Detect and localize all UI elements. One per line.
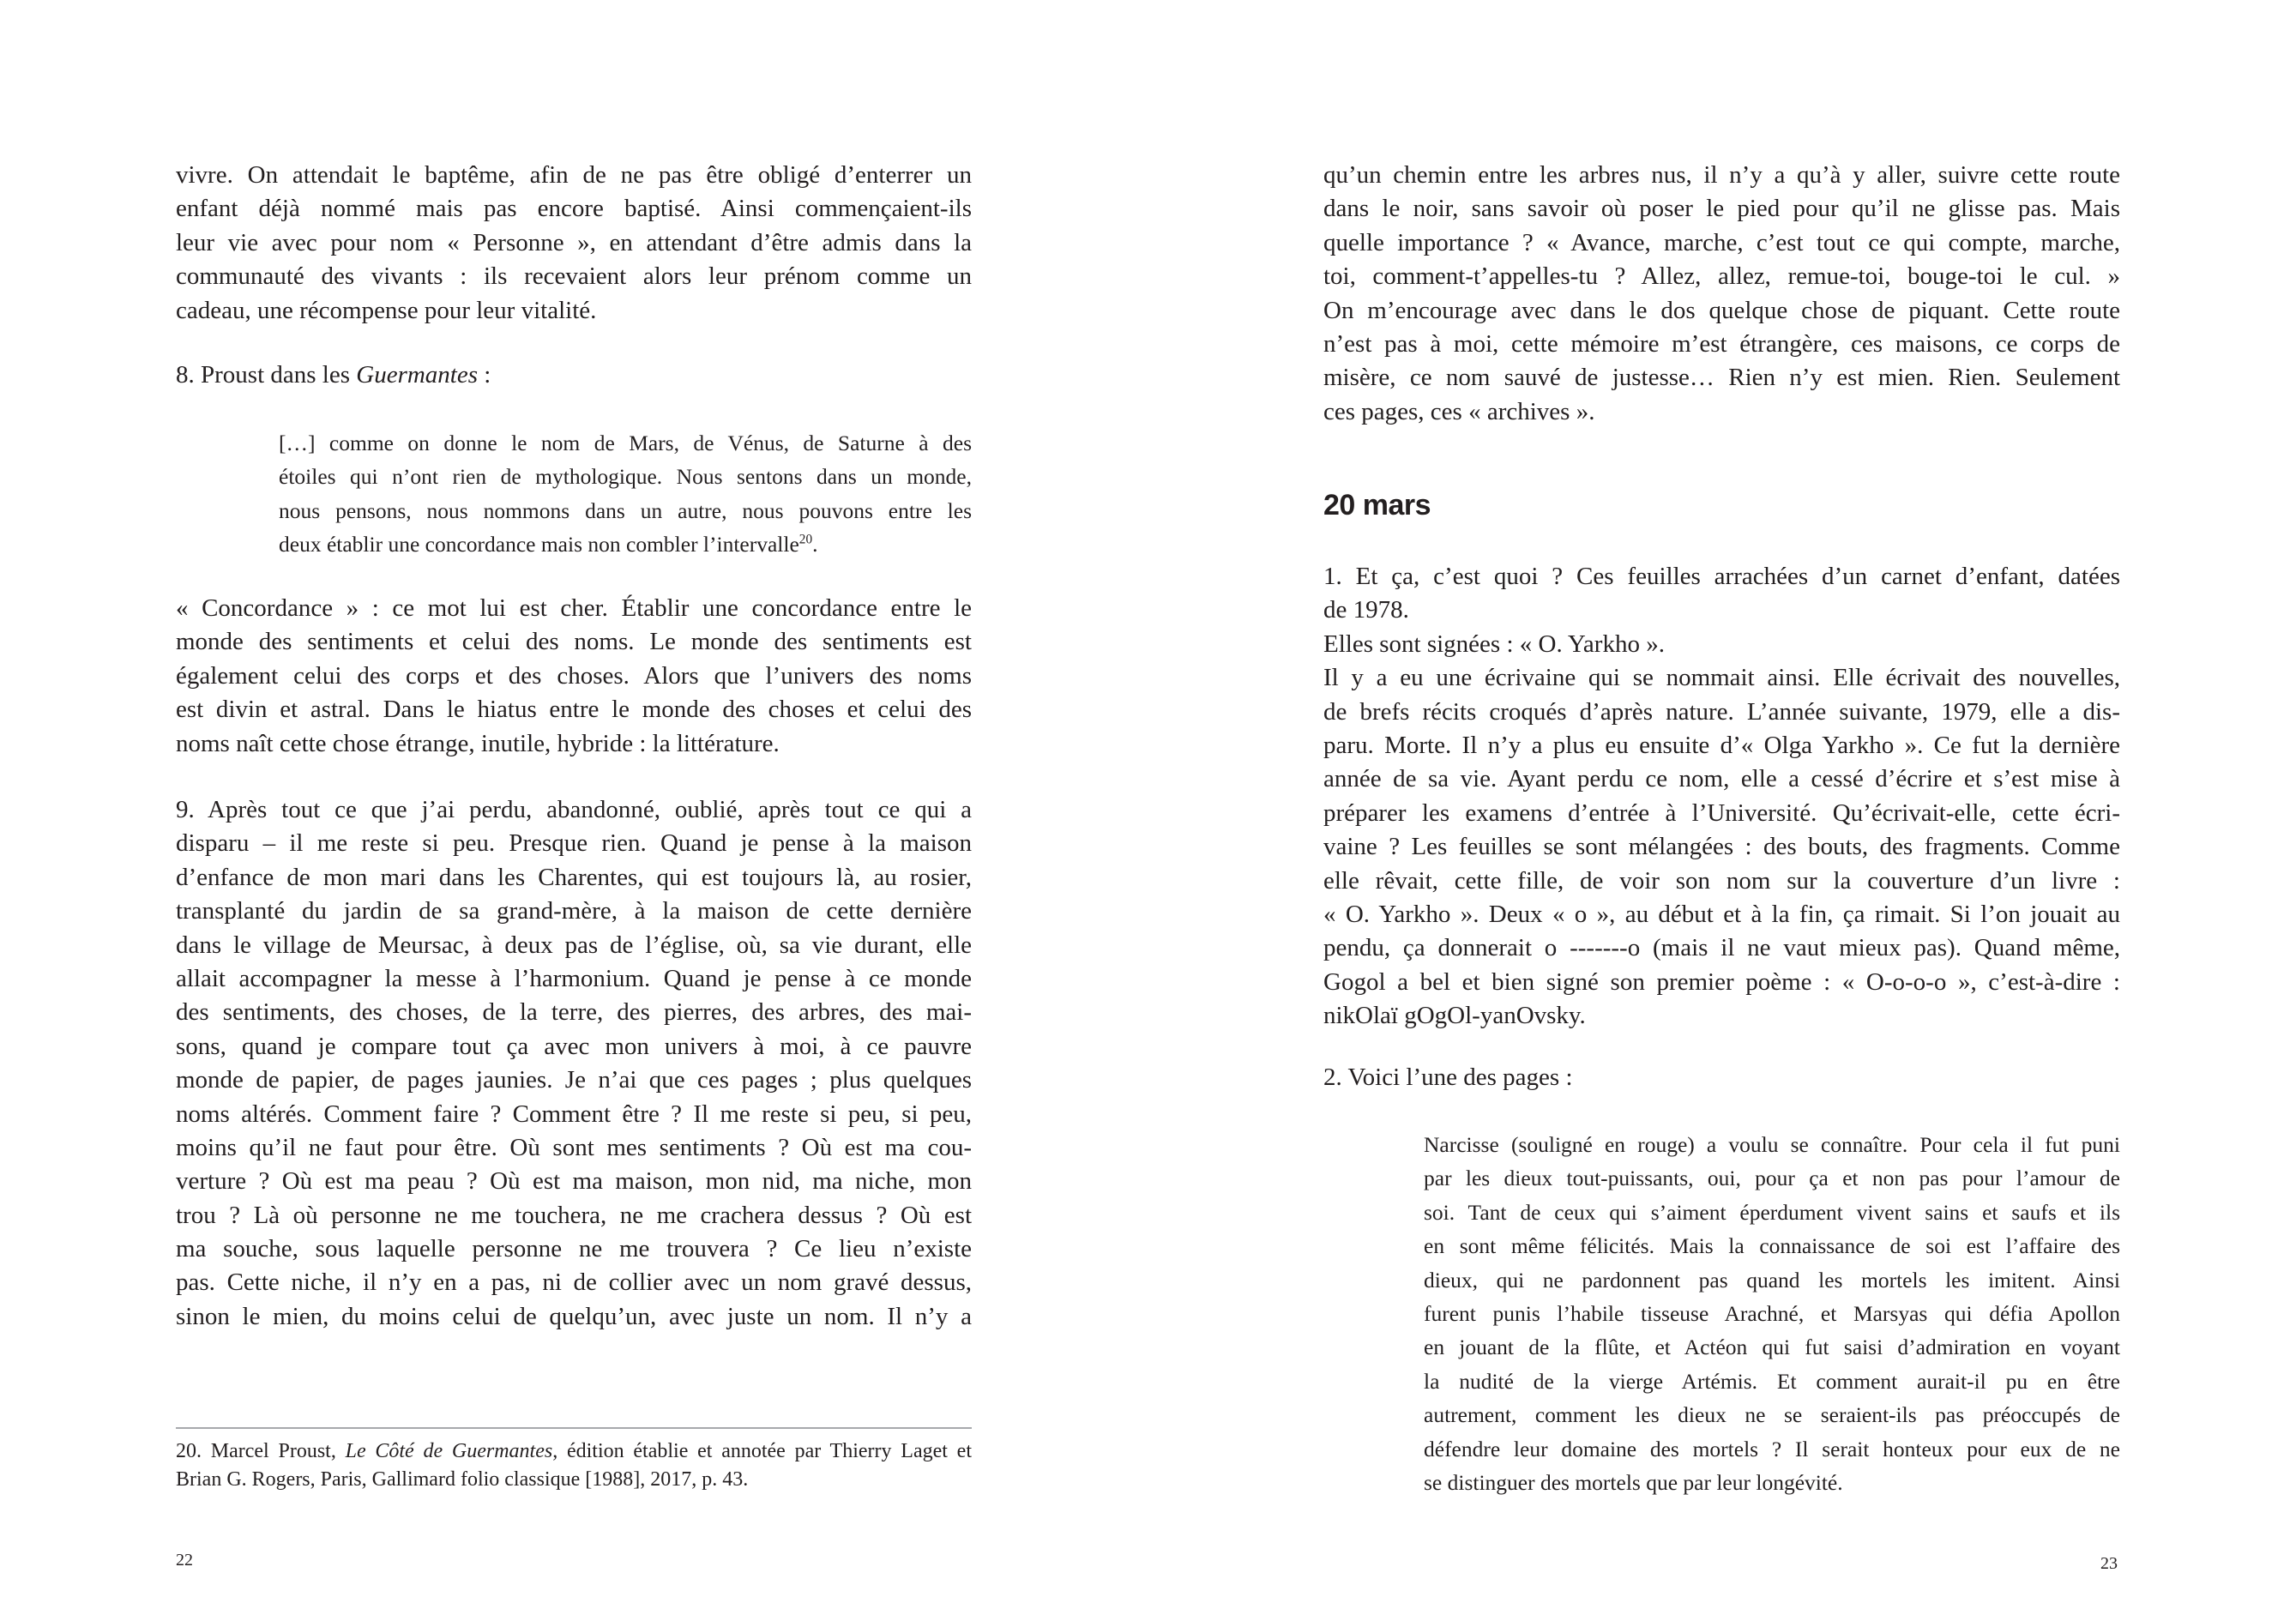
quote-line bbox=[279, 527, 972, 561]
text-line bbox=[176, 359, 972, 392]
text-line: ma souche, sous laquelle personne ne me trouvera ? Ce lieu n’existe bbox=[176, 1235, 972, 1263]
footnote-reference[interactable]: 20 bbox=[798, 532, 813, 547]
text-line: elle rêvait, cette fille, de voir son nom sur la couverture d’un livre : bbox=[1323, 866, 2120, 895]
narcisse-block-quote bbox=[1424, 1128, 2120, 1499]
text-line: paru. Morte. Il n’y a plus eu ensuite d’« Olga Yarkho ». Ce fut la dernière bbox=[1323, 731, 2120, 759]
page-number-left: 22 bbox=[176, 1551, 193, 1570]
footnote-divider bbox=[176, 1427, 972, 1429]
footnote-20 bbox=[176, 1437, 972, 1494]
text-line: cadeau, une récompense pour leur vitalité. bbox=[176, 296, 597, 324]
section-heading-date: 20 mars bbox=[1323, 489, 1431, 521]
text-line: 1. Et ça, c’est quoi ? Ces feuilles arrachées d’un carnet d’enfant, datées bbox=[1323, 563, 2120, 590]
text-line: n’est pas à moi, cette mémoire m’est étrangère, ces maisons, ce corps de bbox=[1323, 329, 2120, 358]
quote-last-text: deux établir une concordance mais non combler l’intervalle bbox=[279, 532, 799, 557]
quote-line: défendre leur domaine des mortels ? Il serait honteux pour eux de ne bbox=[1424, 1436, 2120, 1461]
text-line: communauté des vivants : ils recevaient alors leur prénom comme un bbox=[176, 262, 972, 291]
quote-line: étoiles qui n’ont rien de mythologique. Nous sentons dans un monde, bbox=[279, 464, 972, 490]
text-line: On m’encourage avec dans le dos quelque chose de piquant. Cette route bbox=[1323, 296, 2120, 324]
text-line: préparer les examens d’entrée à l’Université. Qu’écrivait-elle, cette écri- bbox=[1323, 798, 2120, 827]
concordance-paragraph bbox=[176, 592, 972, 761]
text-line: 2. Voici l’une des pages : bbox=[1323, 1064, 1573, 1091]
item-9-paragraph bbox=[176, 793, 972, 1334]
text-line: nikOlaï gOgOl-yanOvsky. bbox=[1323, 1002, 1586, 1030]
quote-line: soi. Tant de ceux qui s’aiment éperdument vivent sains et saufs et ils bbox=[1424, 1199, 2120, 1225]
footnote-author: Marcel Proust, bbox=[210, 1440, 346, 1462]
quote-line: nous pensons, nous nommons dans un autre, nous pouvons entre les bbox=[279, 497, 972, 523]
right-page bbox=[1148, 0, 2296, 1621]
quote-line: Narcisse (souligné en rouge) a voulu se connaître. Pour cela il fut puni bbox=[1424, 1132, 2120, 1157]
text-line: Il y a eu une écrivaine qui se nommait ainsi. Elle écrivait des nouvelles, bbox=[1323, 664, 2120, 692]
text-line: qu’un chemin entre les arbres nus, il n’y a qu’à y aller, suivre cette route bbox=[1323, 161, 2120, 189]
text-line: « Concordance » : ce mot lui est cher. Établir une concordance entre le bbox=[176, 594, 972, 622]
proust-block-quote bbox=[279, 426, 972, 562]
text-line: monde de papier, de pages jaunies. Je n’ai que ces pages ; plus quelques bbox=[176, 1066, 972, 1094]
page-number-right: 23 bbox=[2100, 1554, 2118, 1573]
footnote-title-italic: Le Côté de Guermantes bbox=[345, 1440, 553, 1462]
text-line: dans le noir, sans savoir où poser le pied pour qu’il ne glisse pas. Mais bbox=[1323, 195, 2120, 223]
text-line: ces pages, ces « archives ». bbox=[1323, 397, 1595, 425]
quote-end-punct: . bbox=[812, 532, 818, 557]
quote-line: […] comme on donne le nom de Mars, de Vénus, de Saturne à des bbox=[279, 431, 972, 455]
text-line: dans le village de Meursac, à deux pas de l’église, où, sa vie durant, elle bbox=[176, 931, 972, 959]
footnote-rest: , édition établie et annotée par Thierry Laget et bbox=[552, 1440, 973, 1462]
quote-line: dieux, qui ne pardonnent pas quand les mortels les imitent. Ainsi bbox=[1424, 1267, 2120, 1293]
text-line: est divin et astral. Dans le hiatus entre le monde des choses et celui des bbox=[176, 696, 972, 724]
item-8-intro bbox=[176, 359, 972, 392]
text-line: monde des sentiments et celui des noms. Le monde des sentiments est bbox=[176, 628, 972, 656]
text-line: pas. Cette niche, il n’y en a pas, ni de collier avec un nom gravé dessus, bbox=[176, 1268, 972, 1297]
text-line: année de sa vie. Ayant perdu ce nom, elle a cessé d’écrire et s’est mise à bbox=[1323, 765, 2120, 793]
quote-line: furent punis l’habile tisseuse Arachné, et Marsyas qui défia Apollon bbox=[1424, 1300, 2120, 1326]
text-line: vivre. On attendait le baptême, afin de ne pas être obligé d’enterrer un bbox=[176, 161, 972, 189]
text-line: Elles sont signées : « O. Yarkho ». bbox=[1323, 630, 1665, 658]
text-line: d’enfance de mon mari dans les Charentes, qui est toujours là, au rosier, bbox=[176, 863, 972, 891]
text-line: toi, comment-t’appelles-tu ? Allez, allez, remue-toi, bouge-toi le cul. » bbox=[1323, 262, 2120, 291]
text-line: sons, quand je compare tout ça avec mon univers à moi, à ce pauvre bbox=[176, 1032, 972, 1060]
text-line: « O. Yarkho ». Deux « o », au début et à la fin, ça rimait. Si l’on jouait au bbox=[1323, 900, 2120, 928]
continuation-paragraph bbox=[1323, 159, 2120, 429]
text-line: noms naît cette chose étrange, inutile, hybride : la littérature. bbox=[176, 729, 780, 757]
text-line: vaine ? Les feuilles se sont mélangées : des bouts, des fragments. Comme bbox=[1323, 833, 2120, 861]
text-line: quelle importance ? « Avance, marche, c’est tout ce qui compte, marche, bbox=[1323, 228, 2120, 256]
footnote-number: 20. bbox=[176, 1440, 211, 1462]
text-line: Gogol a bel et bien signé son premier poème : « O-o-o-o », c’est-à-dire : bbox=[1323, 967, 2120, 996]
item-2-intro bbox=[1323, 1061, 2120, 1094]
text-line: moins qu’il ne faut pour être. Où sont mes sentiments ? Où est ma cou- bbox=[176, 1133, 972, 1161]
text-line: noms altérés. Comment faire ? Comment être ? Il me reste si peu, si peu, bbox=[176, 1100, 972, 1128]
text-line: 9. Après tout ce que j’ai perdu, abandonné, oublié, après tout ce qui a bbox=[176, 796, 972, 823]
text-line: enfant déjà nommé mais pas encore baptisé. Ainsi commençaient-ils bbox=[176, 195, 972, 223]
text-line: leur vie avec pour nom « Personne », en attendant d’être admis dans la bbox=[176, 228, 972, 256]
text-line: disparu – il me reste si peu. Presque rien. Quand je pense à la maison bbox=[176, 829, 972, 858]
text-line: des sentiments, des choses, de la terre, des pierres, des arbres, des mai- bbox=[176, 998, 972, 1027]
text-line: misère, ce nom sauvé de justesse… Rien n’y est mien. Rien. Seulement bbox=[1323, 364, 2120, 392]
text-line: de brefs récits croqués d’après nature. L’année suivante, 1979, elle a dis- bbox=[1323, 697, 2120, 726]
text-line: allait accompagner la messe à l’harmonium. Quand je pense à ce monde bbox=[176, 964, 972, 992]
text-line: également celui des corps et des choses. Alors que l’univers des noms bbox=[176, 661, 972, 690]
quote-line: en sont même félicités. Mais la connaissance de soi est l’affaire des bbox=[1424, 1233, 2120, 1259]
quote-line: autrement, comment les dieux ne se seraient-ils pas préoccupés de bbox=[1424, 1402, 2120, 1428]
item-1-paragraph bbox=[1323, 560, 2120, 1033]
item-8-suffix: : bbox=[478, 361, 491, 389]
footnote-line bbox=[176, 1437, 972, 1466]
item-8-prefix: 8. Proust dans les bbox=[176, 361, 357, 389]
quote-line: la nudité de la vierge Artémis. Et comment aurait-il pu en être bbox=[1424, 1368, 2120, 1394]
text-line: sinon le mien, du moins celui de quelqu’un, avec juste un nom. Il n’y a bbox=[176, 1302, 972, 1330]
footnote-line: Brian G. Rogers, Paris, Gallimard folio classique [1988], 2017, p. 43. bbox=[176, 1468, 749, 1491]
text-line: trou ? Là où personne ne me touchera, ne me crachera dessus ? Où est bbox=[176, 1201, 972, 1229]
quote-line: se distinguer des mortels que par leur longévité. bbox=[1424, 1469, 1843, 1495]
text-line: pendu, ça donnerait o -------o (mais il ne vaut mieux pas). Quand même, bbox=[1323, 934, 2120, 962]
text-line: verture ? Où est ma peau ? Où est ma maison, mon nid, ma niche, mon bbox=[176, 1167, 972, 1196]
text-line: transplanté du jardin de sa grand-mère, à la maison de cette dernière bbox=[176, 897, 972, 925]
paragraph-7-continuation bbox=[176, 159, 972, 328]
quote-line: par les dieux tout-puissants, oui, pour ça et non pas pour l’amour de bbox=[1424, 1166, 2120, 1191]
book-title-italic: Guermantes bbox=[356, 361, 479, 389]
quote-line: en jouant de la flûte, et Actéon qui fut saisi d’admiration en voyant bbox=[1424, 1335, 2120, 1360]
text-line: de 1978. bbox=[1323, 596, 1409, 624]
